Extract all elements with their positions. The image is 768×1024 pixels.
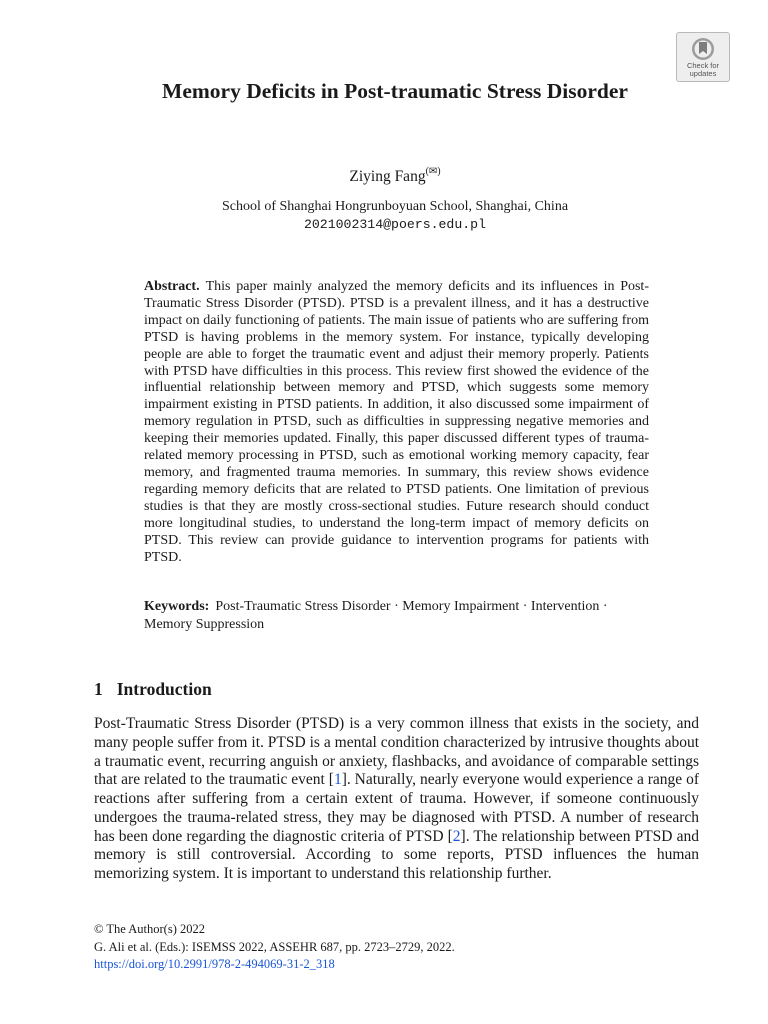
author-line [100, 162, 690, 187]
check-for-updates-badge[interactable] [676, 32, 730, 82]
keywords [144, 598, 649, 634]
abstract-label: Abstract. [144, 279, 200, 294]
footer [94, 921, 455, 974]
section-heading [94, 677, 212, 701]
citation-line: G. Ali et al. (Eds.): ISEMSS 2022, ASSEHR 687, pp. 2723–2729, 2022. [94, 939, 455, 954]
envelope-icon[interactable]: (✉) [425, 166, 441, 177]
badge-label: Check for updates [686, 61, 720, 78]
intro-text-1: Post-Traumatic Stress Disorder (PTSD) is a very common illness that exists in the society, and many people suffer from it. PTSD is a mental condition characterized by intrusive thoughts about a traumatic event, recurring anguish or anxiety, flashbacks, and avoidance of comparable settings that are related to the traumatic event [ [94, 715, 699, 789]
author-name: Ziying Fang [349, 168, 426, 185]
bookmark-icon [691, 37, 715, 61]
section-number: 1 [94, 679, 103, 699]
introduction-paragraph [94, 715, 699, 884]
abstract-text: This paper mainly analyzed the memory deficits and its influences in Post-Traumatic Stress Disorder (PTSD). PTSD is a prevalent illness, and it has a destructive impact on daily functioning of patients. The main issue of patients who are suffering from PTSD is having problems in the memory system. For instance, typically developing people are able to forget the traumatic event and adjust their memory properly. Patients with PTSD have difficulties in this process. This review first showed the evidence of the influential relationship between memory and PTSD, which suggests some memory impairment existing in PTSD patients. In addition, it also discussed some impairment of memory regulation in PTSD, such as difficulties in suppressing negative memories and keeping their memories updated. Finally, this paper discussed different types of trauma-related memory processing in PTSD, such as emotional working memory capacity, fear memory, and fragmented trauma memories. In summary, this review shows evidence regarding memory deficits that are related to PTSD patients. One limitation of previous studies is that they are mostly cross-sectional studies. Future research should conduct more longitudinal studies, to understand the long-term impact of memory deficits on PTSD. This review can provide guidance to intervention programs for patients with PTSD. [144, 279, 649, 565]
intro-text-2: ]. Naturally, nearly everyone would experience a range of reactions after suffering from a certain extent of trauma. However, if someone continuously undergoes the trauma-related stress, they may be diagnosed with PTSD. A number of research has been done regarding the diagnostic criteria of PTSD [ [94, 771, 699, 845]
doi-link[interactable]: https://doi.org/10.2991/978-2-494069-31-2_318 [94, 957, 335, 971]
paper-title: Memory Deficits in Post-traumatic Stress Disorder [162, 79, 628, 103]
intro-text-3: ]. The relationship between PTSD and memory is still controversial. According to some reports, PTSD influences the human memorizing system. It is important to understand this relationship further. [94, 827, 699, 882]
abstract [144, 279, 649, 566]
keywords-text: Post-Traumatic Stress Disorder · Memory Impairment · Intervention · Memory Suppression [144, 599, 608, 632]
keywords-label: Keywords: [144, 599, 210, 614]
author-email[interactable]: 2021002314@poers.edu.pl [303, 217, 487, 232]
copyright-line: © The Author(s) 2022 [94, 922, 205, 936]
citation-link-1[interactable]: 1 [333, 771, 342, 789]
citation-link-2[interactable]: 2 [452, 827, 461, 845]
section-title: Introduction [116, 679, 212, 699]
affiliation: School of Shanghai Hongrunboyuan School, Shanghai, China [221, 199, 569, 214]
